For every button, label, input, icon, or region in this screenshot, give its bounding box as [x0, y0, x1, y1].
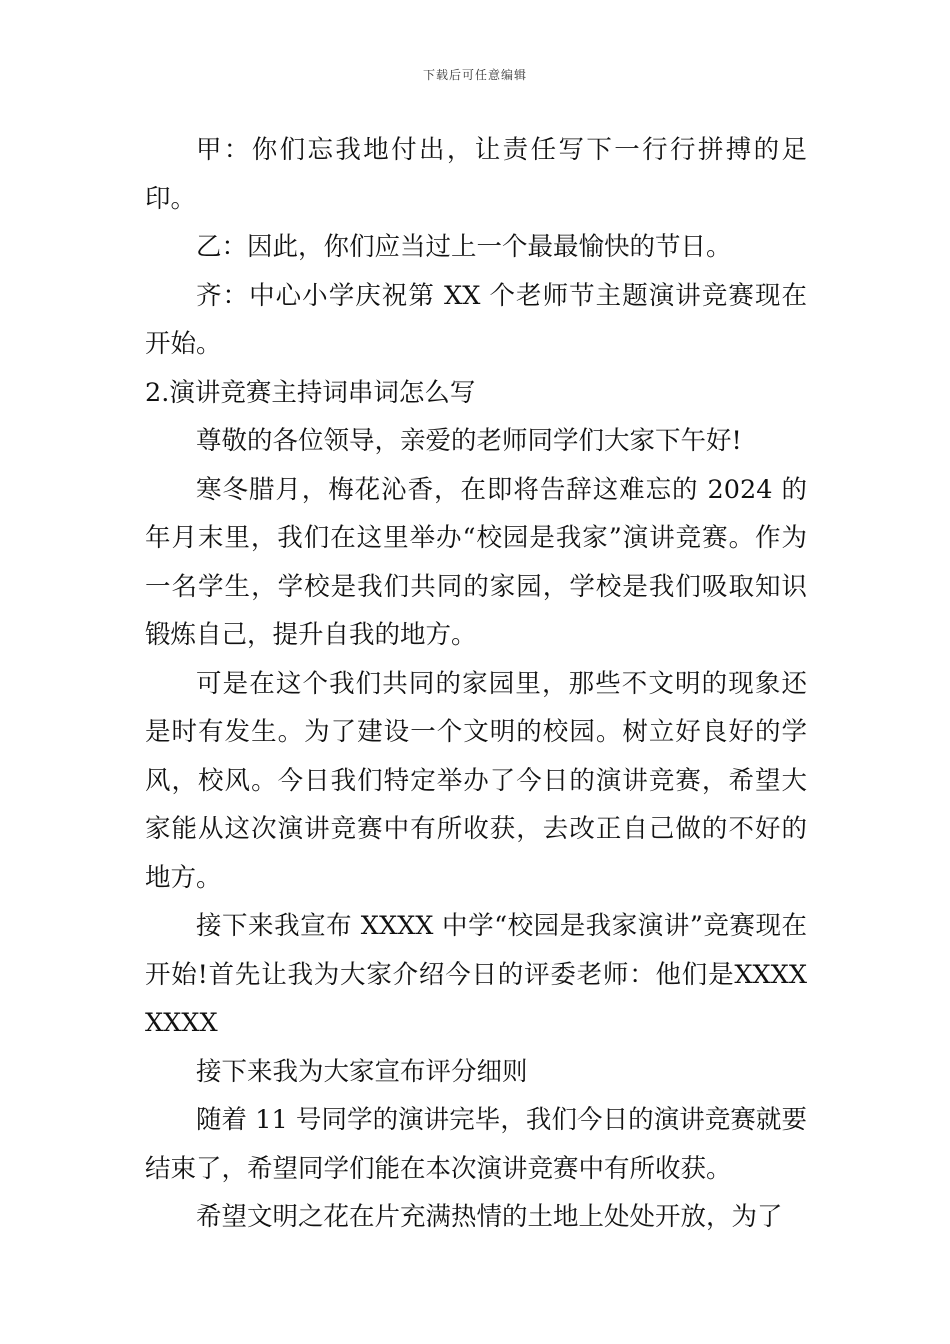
- paragraph-jia: 甲：你们忘我地付出，让责任写下一行行拼搏的足印。: [145, 135, 807, 214]
- page-header: 下载后可任意编辑: [422, 68, 527, 82]
- paragraph-hope: 希望文明之花在片充满热情的土地上处处开放，为了: [196, 1202, 783, 1232]
- document-body: [145, 126, 807, 1242]
- paragraph-qi: 齐：中心小学庆祝第 XX 个老师节主题演讲竞赛现在开始。: [145, 280, 807, 359]
- paragraph-closing: 随着 11 号同学的演讲完毕，我们今日的演讲竞赛就要结束了，希望同学们能在本次演讲竞赛中有所收获。: [145, 1105, 807, 1184]
- paragraph-winter: 寒冬腊月，梅花沁香，在即将告辞这难忘的 2024 的年月末里，我们在这里举办“校园是我家”演讲竞赛。作为一名学生，学校是我们共同的家园，学校是我们吸取知识锻炼自己，提升自我的地方。: [145, 474, 807, 650]
- section-heading: 2.演讲竞赛主持词串词怎么写: [145, 377, 476, 408]
- paragraph-scoring-rules: 接下来我为大家宣布评分细则: [196, 1056, 528, 1087]
- paragraph-civilization: 可是在这个我们共同的家园里，那些不文明的现象还是时有发生。为了建设一个文明的校园。树立好良好的学风，校风。今日我们特定举办了今日的演讲竞赛，希望大家能从这次演讲竞赛中有所收获，去改正自己做的不好的地方。: [145, 668, 807, 893]
- paragraph-greeting: 尊敬的各位领导，亲爱的老师同学们大家下午好!: [196, 426, 742, 456]
- paragraph-announce-judges: 接下来我宣布 XXXX 中学“校园是我家演讲”竞赛现在开始!首先让我为大家介绍今日的评委老师：他们是XXXXXXXX: [145, 911, 807, 1038]
- paragraph-yi: 乙：因此，你们应当过上一个最最愉快的节日。: [196, 232, 732, 262]
